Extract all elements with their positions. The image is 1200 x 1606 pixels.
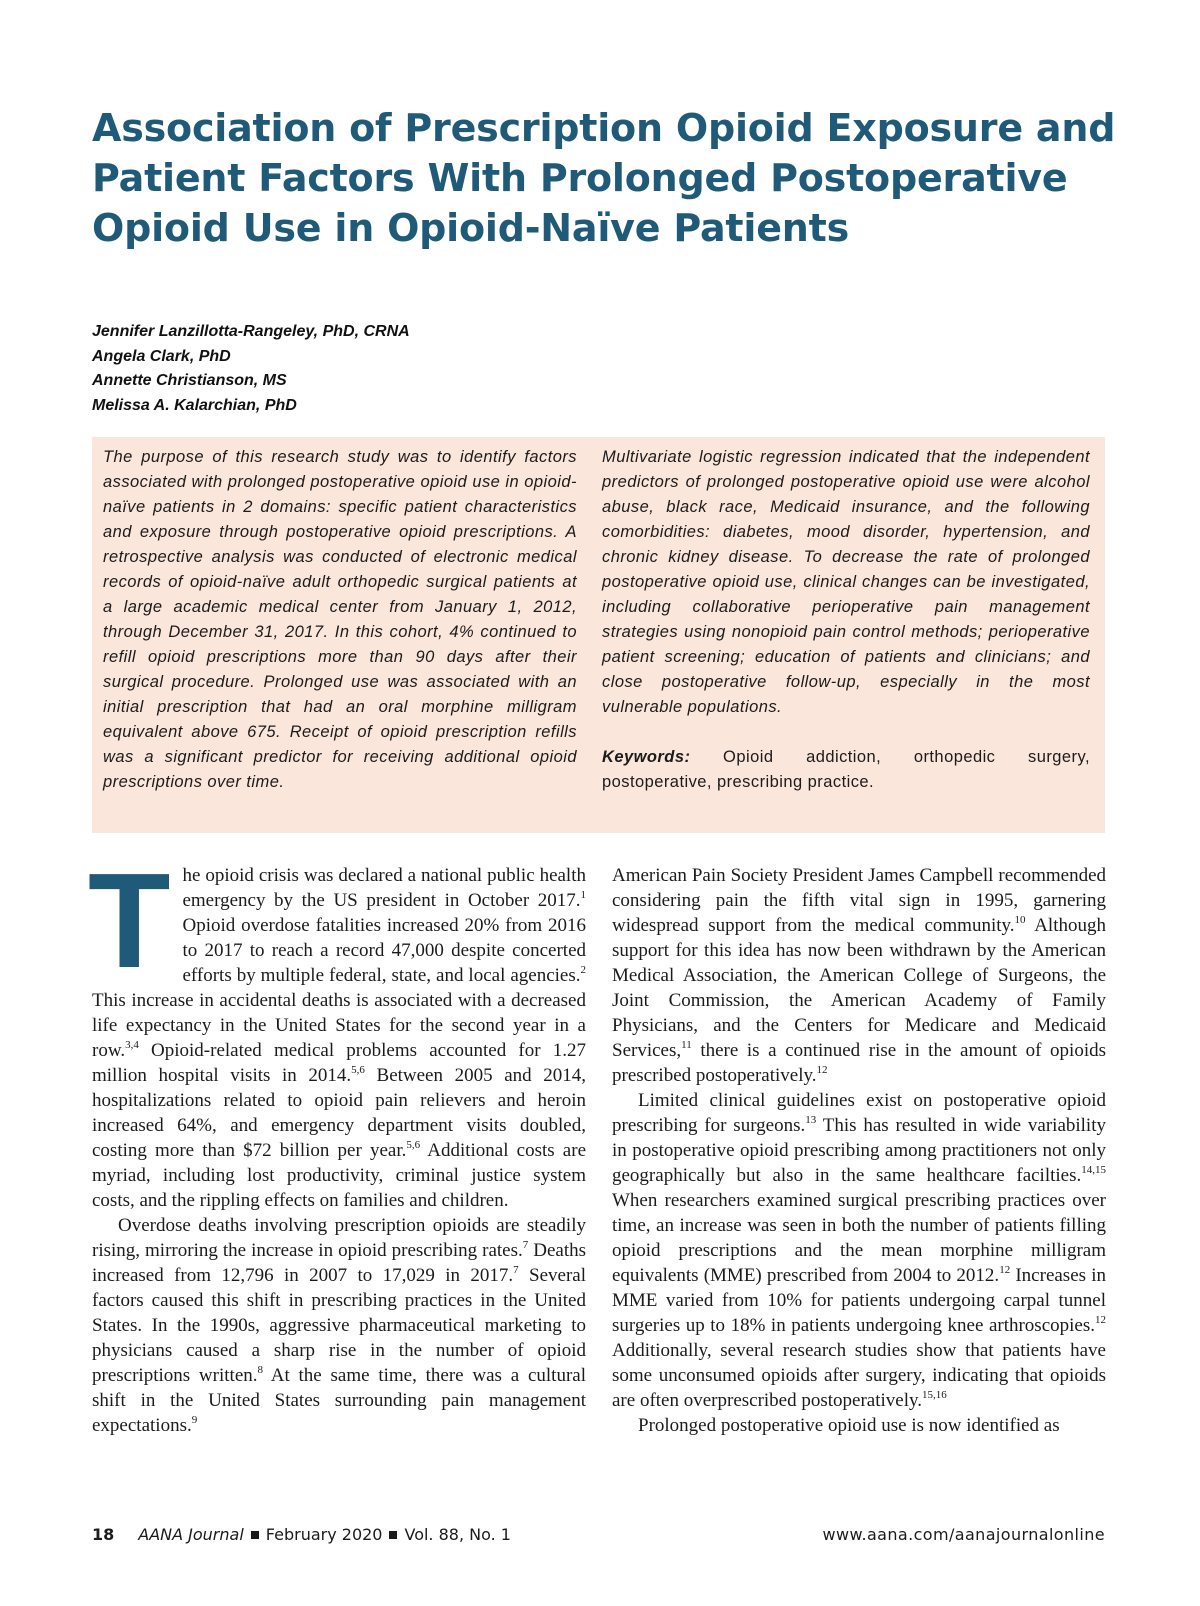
reference-marker[interactable]: 12 — [999, 1264, 1011, 1276]
body-paragraph — [88, 845, 586, 1213]
body-text: Several factors caused this shift in prescribing practices in the United States. In the 1990s, aggressive pharmaceutical marketing to physicians caused a sharp rise in the number of opioid prescriptions written. — [92, 1265, 586, 1386]
body-text: Additionally, several research studies show that patients have some unconsumed opioids after surgery, indicating that opioids are often overprescribed postoperatively. — [612, 1340, 1106, 1411]
body-paragraph — [612, 863, 1106, 1088]
page-footer — [92, 1525, 1105, 1551]
footer-citation — [92, 1525, 511, 1544]
reference-marker[interactable]: 5,6 — [406, 1139, 421, 1151]
abstract-left-column — [103, 445, 577, 795]
body-text: Between 2005 and 2014, hospitalizations related to opioid pain relievers and heroin increased 64%, and emergency department visits doubled, costing more than $72 billion per year. — [92, 1065, 586, 1161]
body-text: Limited clinical guidelines exist on postoperative opioid prescribing for surgeons. — [612, 1090, 1106, 1136]
bullet-separator — [251, 1531, 259, 1539]
journal-url[interactable]: www.aana.com/aanajournalonline — [822, 1525, 1105, 1544]
volume-issue: Vol. 88, No. 1 — [404, 1525, 511, 1544]
author-name: Jennifer Lanzillotta-Rangeley, PhD, CRNA — [92, 323, 410, 340]
bullet-separator — [389, 1531, 397, 1539]
drop-cap: T — [88, 845, 171, 996]
body-text: he opioid crisis was declared a national public health emergency by the US president in October 2017. — [182, 865, 586, 911]
body-text: Opioid-related medical problems accounted for 1.27 million hospital visits in 2014. — [92, 1040, 586, 1086]
reference-marker[interactable]: 2 — [580, 964, 586, 976]
body-text: At the same time, there was a cultural shift in the United States surrounding pain management expectations. — [92, 1365, 586, 1436]
body-paragraph: Prolonged postoperative opioid use is now identified as — [638, 1415, 1060, 1436]
author-list — [92, 320, 692, 418]
issue-date: February 2020 — [265, 1525, 383, 1544]
body-text: Overdose deaths involving prescription opioids are steadily rising, mirroring the increase in opioid prescribing rates. — [92, 1215, 586, 1261]
keywords-text: Opioid addiction, orthopedic surgery, postoperative, prescribing practice. — [602, 748, 1090, 791]
body-text: Opioid overdose fatalities increased 20% from 2016 to 2017 to reach a record 47,000 despite concerted efforts by multiple federal, state, and local agencies. — [182, 915, 586, 986]
abstract-box — [92, 437, 1105, 833]
page-number: 18 — [92, 1525, 115, 1544]
body-text: there is a continued rise in the amount of opioids prescribed postoperatively. — [612, 1040, 1106, 1086]
body-paragraph — [92, 1213, 586, 1438]
body-paragraph — [612, 1088, 1106, 1413]
body-text: This has resulted in wide variability in postoperative opioid prescribing among practitioners not only geographically but also in the same healthcare facilties. — [612, 1115, 1106, 1186]
body-text: Although support for this idea has now been withdrawn by the American Medical Association, the American College of Surgeons, the Joint Commission, the American Academy of Family Physicians, and the Centers for Medicare and Medicaid Services, — [612, 915, 1106, 1061]
reference-marker[interactable]: 7 — [513, 1264, 519, 1276]
author-name: Angela Clark, PhD — [92, 347, 231, 365]
abstract-text: Multivariate logistic regression indicated that the independent predictors of prolonged postoperative opioid use were alcohol abuse, black race, Medicaid insurance, and the following comorbidities: diabetes, mood disorder, hypertension, and chronic kidney disease. To decrease the rate of prolonged postoperative opioid use, clinical changes can be investigated, including collaborative perioperative pain management strategies using nonopioid pain control methods; perioperative patient screening; education of patients and clinicians; and close postoperative follow-up, especially in the most vulnerable populations. — [602, 448, 1090, 716]
reference-marker[interactable]: 12 — [1095, 1314, 1106, 1326]
body-text: Additional costs are myriad, including lost productivity, criminal justice system costs, and the rippling effects on families and children. — [92, 1140, 586, 1211]
author-name: Annette Christianson, MS — [92, 372, 287, 389]
keywords-label: Keywords: — [602, 748, 691, 766]
body-left-column — [88, 845, 586, 1438]
body-text: This increase in accidental deaths is associated with a decreased life expectancy in the United States for the second year in a row. — [92, 990, 586, 1061]
reference-marker[interactable]: 12 — [816, 1064, 828, 1076]
reference-marker[interactable]: 11 — [681, 1039, 692, 1051]
body-text: When researchers examined surgical prescribing practices over time, an increase was seen in both the number of patients filling opioid prescriptions and the mean morphine milligram equivalents (MME) prescribed from 2004 to 2012. — [612, 1190, 1106, 1286]
reference-marker[interactable]: 13 — [805, 1114, 817, 1126]
body-text: American Pain Society President James Campbell recommended considering pain the fifth vital sign in 1995, garnering widespread support from the medical community. — [612, 865, 1106, 936]
article-title: Association of Prescription Opioid Exposure and Patient Factors With Prolonged Postoperative Opioid Use in Opioid-Naïve Patients — [92, 106, 1116, 250]
reference-marker[interactable]: 14,15 — [1081, 1164, 1106, 1176]
reference-marker[interactable]: 1 — [580, 889, 586, 901]
keywords — [602, 745, 1090, 795]
reference-marker[interactable]: 15,16 — [922, 1389, 947, 1401]
reference-marker[interactable]: 8 — [257, 1364, 263, 1376]
reference-marker[interactable]: 5,6 — [351, 1064, 365, 1076]
reference-marker[interactable]: 7 — [522, 1239, 529, 1251]
reference-marker[interactable]: 10 — [1014, 914, 1026, 926]
author-name: Melissa A. Kalarchian, PhD — [92, 396, 297, 414]
reference-marker[interactable]: 3,4 — [125, 1039, 139, 1051]
journal-name: AANA Journal — [138, 1525, 244, 1544]
abstract-right-column — [602, 445, 1090, 795]
body-right-column — [612, 863, 1106, 1438]
reference-marker[interactable]: 9 — [191, 1414, 198, 1426]
abstract-text: The purpose of this research study was to identify factors associated with prolonged postoperative opioid use in opioid-naïve patients in 2 domains: specific patient characteristics and exposure through postoperative opioid prescriptions. A retrospective analysis was conducted of electronic medical records of opioid-naïve adult orthopedic surgical patients at a large academic medical center from January 1, 2012, through December 31, 2017. In this cohort, 4% continued to refill opioid prescriptions more than 90 days after their surgical procedure. Prolonged use was associated with an initial prescription that had an oral morphine milligram equivalent above 675. Receipt of opioid prescription refills was a significant predictor for receiving additional opioid prescriptions over time. — [103, 448, 577, 791]
body-text: Increases in MME varied from 10% for patients undergoing carpal tunnel surgeries up to 18% in patients undergoing knee arthroscopies. — [612, 1265, 1106, 1336]
body-text: Deaths increased from 12,796 in 2007 to 17,029 in 2017. — [92, 1240, 586, 1286]
